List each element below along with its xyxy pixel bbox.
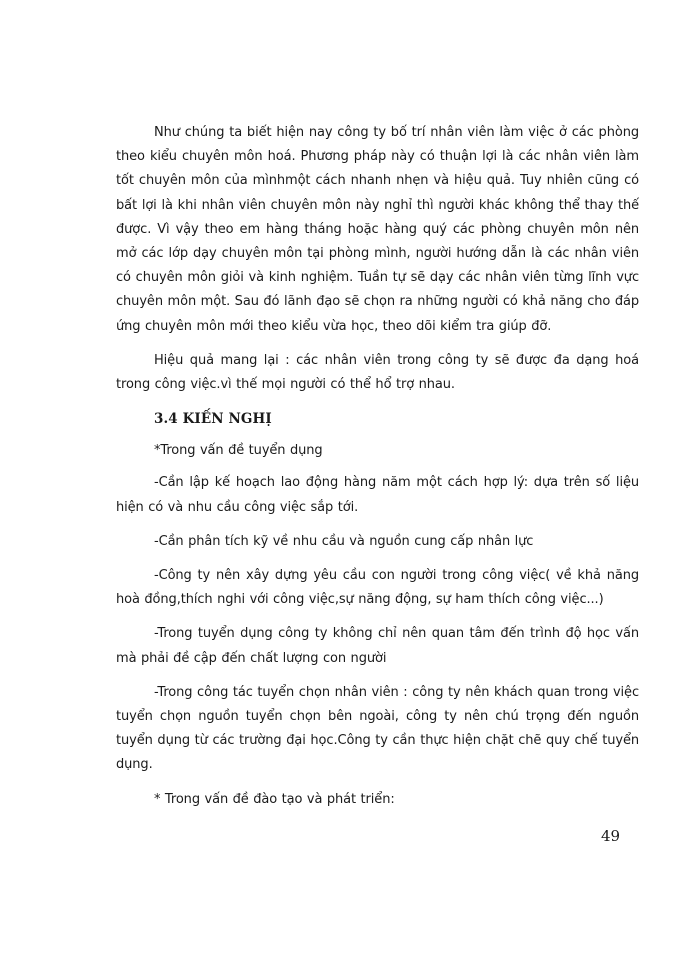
- body-paragraph: -Công ty nên xây dựng yêu cầu con người trong công việc( về khả năng hoà đồng,thích nghi với công việc,sự năng động, sự ham thích công việc...): [116, 568, 639, 608]
- section-heading: 3.4 KIẾN NGHỊ: [154, 411, 272, 428]
- body-paragraph: Hiệu quả mang lại : các nhân viên trong công ty sẽ được đa dạng hoá trong công việc.vì thế mọi người có thể hổ trợ nhau.: [116, 352, 639, 393]
- body-paragraph: -Trong công tác tuyển chọn nhân viên : công ty nên khách quan trong việc tuyển chọn nguồn tuyển chọn bên ngoài, công ty nên chú trọng đến nguồn tuyển dụng từ các trường đại học.Công ty cần thực hiện chặt chẽ quy chế tuyển dụng.: [116, 684, 639, 773]
- body-paragraph: *Trong vấn đề tuyển dụng: [154, 443, 323, 459]
- body-paragraph: * Trong vấn đề đào tạo và phát triển:: [154, 791, 395, 807]
- body-paragraph: Như chúng ta biết hiện nay công ty bố trí nhân viên làm việc ở các phòng theo kiểu chuyên môn hoá. Phương pháp này có thuận lợi là các nhân viên làm tốt chuyên môn của mìnhmột cách nhanh nhẹn và hiệu quả. Tuy nhiên cũng có bất lợi là khi nhân viên chuyên môn này nghỉ thì người khác không thể thay thế được. Vì vậy theo em hàng tháng hoặc hàng quý các phòng chuyên môn nên mở các lớp dạy chuyên môn tại phòng mình, người hướng dẫn là các nhân viên có chuyên môn giỏi và kinh nghiệm. Tuần tự sẽ dạy các nhân viên từng lĩnh vực chuyên môn một. Sau đó lãnh đạo sẽ chọn ra những người có khả năng cho đáp ứng chuyên môn mới theo kiểu vừa học, theo dõi kiểm tra giúp đỡ.: [116, 125, 639, 334]
- page-body: [116, 121, 639, 822]
- body-paragraph: -Trong tuyển dụng công ty không chỉ nên quan tâm đến trình độ học vấn mà phải đề cập đến chất lượng con người: [116, 626, 639, 666]
- body-paragraph: -Cần lập kế hoạch lao động hàng năm một cách hợp lý: dựa trên số liệu hiện có và nhu cầu công việc sắp tới.: [116, 475, 639, 515]
- page-number: 49: [601, 827, 621, 845]
- body-paragraph: -Cần phân tích kỹ về nhu cầu và nguồn cung cấp nhân lực: [154, 533, 534, 549]
